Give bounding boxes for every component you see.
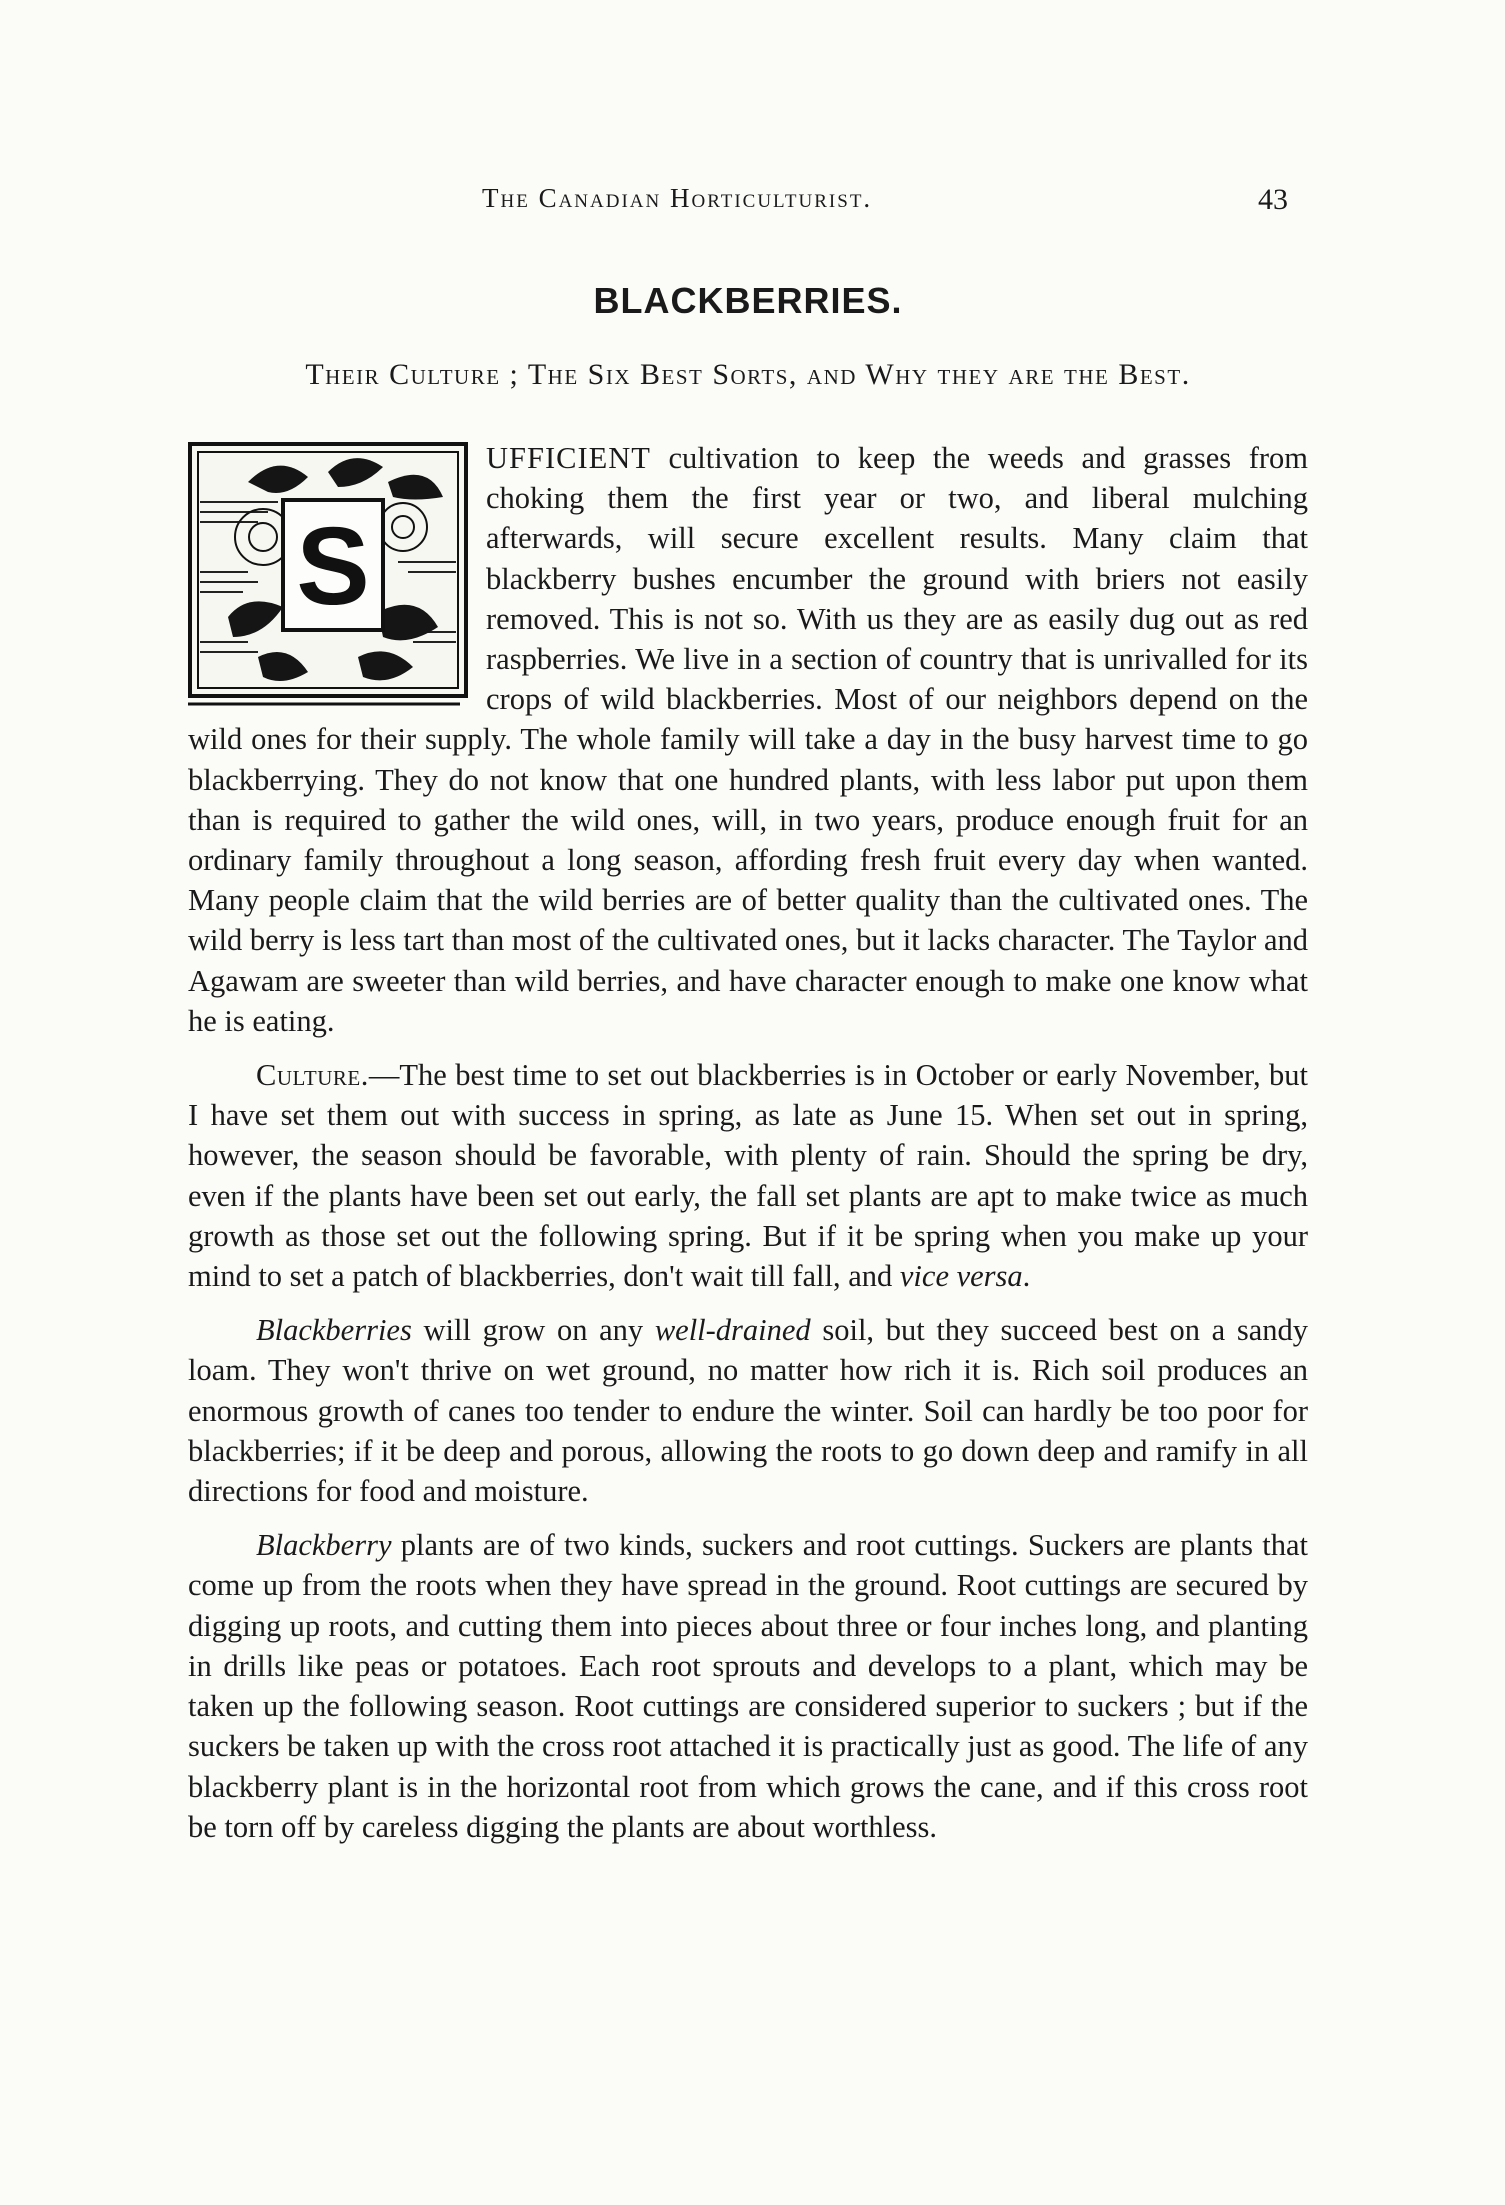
page-number: 43 bbox=[1258, 183, 1288, 216]
floral-drop-cap-icon bbox=[188, 442, 468, 710]
running-title: The Canadian Horticulturist. bbox=[482, 183, 873, 213]
drop-cap-letter: S bbox=[296, 505, 370, 628]
paragraph-3-text-a: will grow on any bbox=[411, 1313, 655, 1348]
paragraph-3 bbox=[188, 1310, 1308, 1511]
paragraph-3-italic-b: well-drained bbox=[654, 1313, 811, 1348]
paragraph-2-text-a: —The best time to set out blackberries is in October or early November, but I have set them out with success in spring, as late as June 15. When set out in spring, however, the season should be favorable, with plenty of rain. Should the spring be dry, even if the plants have been set out early, the fall set plants are apt to make twice as much growth as those set out the following spring. But if it be spring when you make up your mind to set a patch of blackberries, don't wait till fall, and bbox=[188, 1058, 1308, 1294]
article-body bbox=[188, 438, 1308, 1861]
paragraph-4-text-a: plants are of two kinds, suckers and root cuttings. Suckers are plants that come up from the roots when they have spread in the ground. Root cuttings are secured by digging up roots, and cutting them into pieces about three or four inches long, and planting in drills like peas or potatoes. Each root sprouts and develops to a plant, which may be taken up the following season. Root cuttings are considered superior to suckers ; but if the suckers be taken up with the cross root attached it is practically just as good. The life of any blackberry plant is in the horizontal root from which grows the cane, and if this cross root be torn off by careless digging the plants are about worthless. bbox=[188, 1528, 1308, 1844]
running-header bbox=[188, 183, 1308, 227]
paragraph-1 bbox=[188, 438, 1308, 1041]
paragraph-1-text: cultivation to keep the weeds and grasses from choking them the first year or two, and liberal mulching afterwards, will secure excellent results. Many claim that blackberry bushes encumber the ground with briers not easily removed. This is not so. With us they are as easily dug out as red raspberries. We live in a section of country that is unrivalled for its crops of wild blackberries. Most of our neighbors depend on the wild ones for their supply. The whole family will take a day in the busy harvest time to go blackberrying. They do not know that one hundred plants, with less labor put upon them than is required to gather the wild ones, will, in two years, produce enough fruit for an ordinary family throughout a long season, affording fresh fruit every day when wanted. Many people claim that the wild berries are of better quality than the cultivated ones. The wild berry is less tart than most of the cultivated ones, but it lacks character. The Taylor and Agawam are sweeter than wild berries, and have character enough to make one know what he is eating. bbox=[188, 441, 1308, 1038]
drop-cap-illustration bbox=[188, 442, 468, 710]
paragraph-2-italic: vice versa bbox=[899, 1259, 1023, 1294]
paragraph-4-italic-a: Blackberry bbox=[256, 1528, 392, 1563]
paragraph-3-italic-a: Blackberries bbox=[256, 1313, 412, 1348]
paragraph-1-lead: UFFICIENT bbox=[486, 441, 651, 475]
paragraph-3-text-b: soil, but they succeed best on a sandy loam. They won't thrive on wet ground, no matter how rich it is. Rich soil produces an enormous growth of canes too tender to endure the winter. Soil can hardly be too poor for blackberries; if it be deep and porous, allowing the roots to go down deep and ramify in all directions for food and moisture. bbox=[188, 1313, 1308, 1509]
article-title: BLACKBERRIES. bbox=[593, 280, 903, 321]
paragraph-2-text-b: . bbox=[1022, 1259, 1031, 1294]
article-subtitle: Their Culture ; The Six Best Sorts, and Why they are the Best. bbox=[305, 358, 1191, 391]
paragraph-2-lead: Culture. bbox=[256, 1058, 369, 1093]
paragraph-4 bbox=[188, 1525, 1308, 1847]
paragraph-2 bbox=[188, 1055, 1308, 1296]
